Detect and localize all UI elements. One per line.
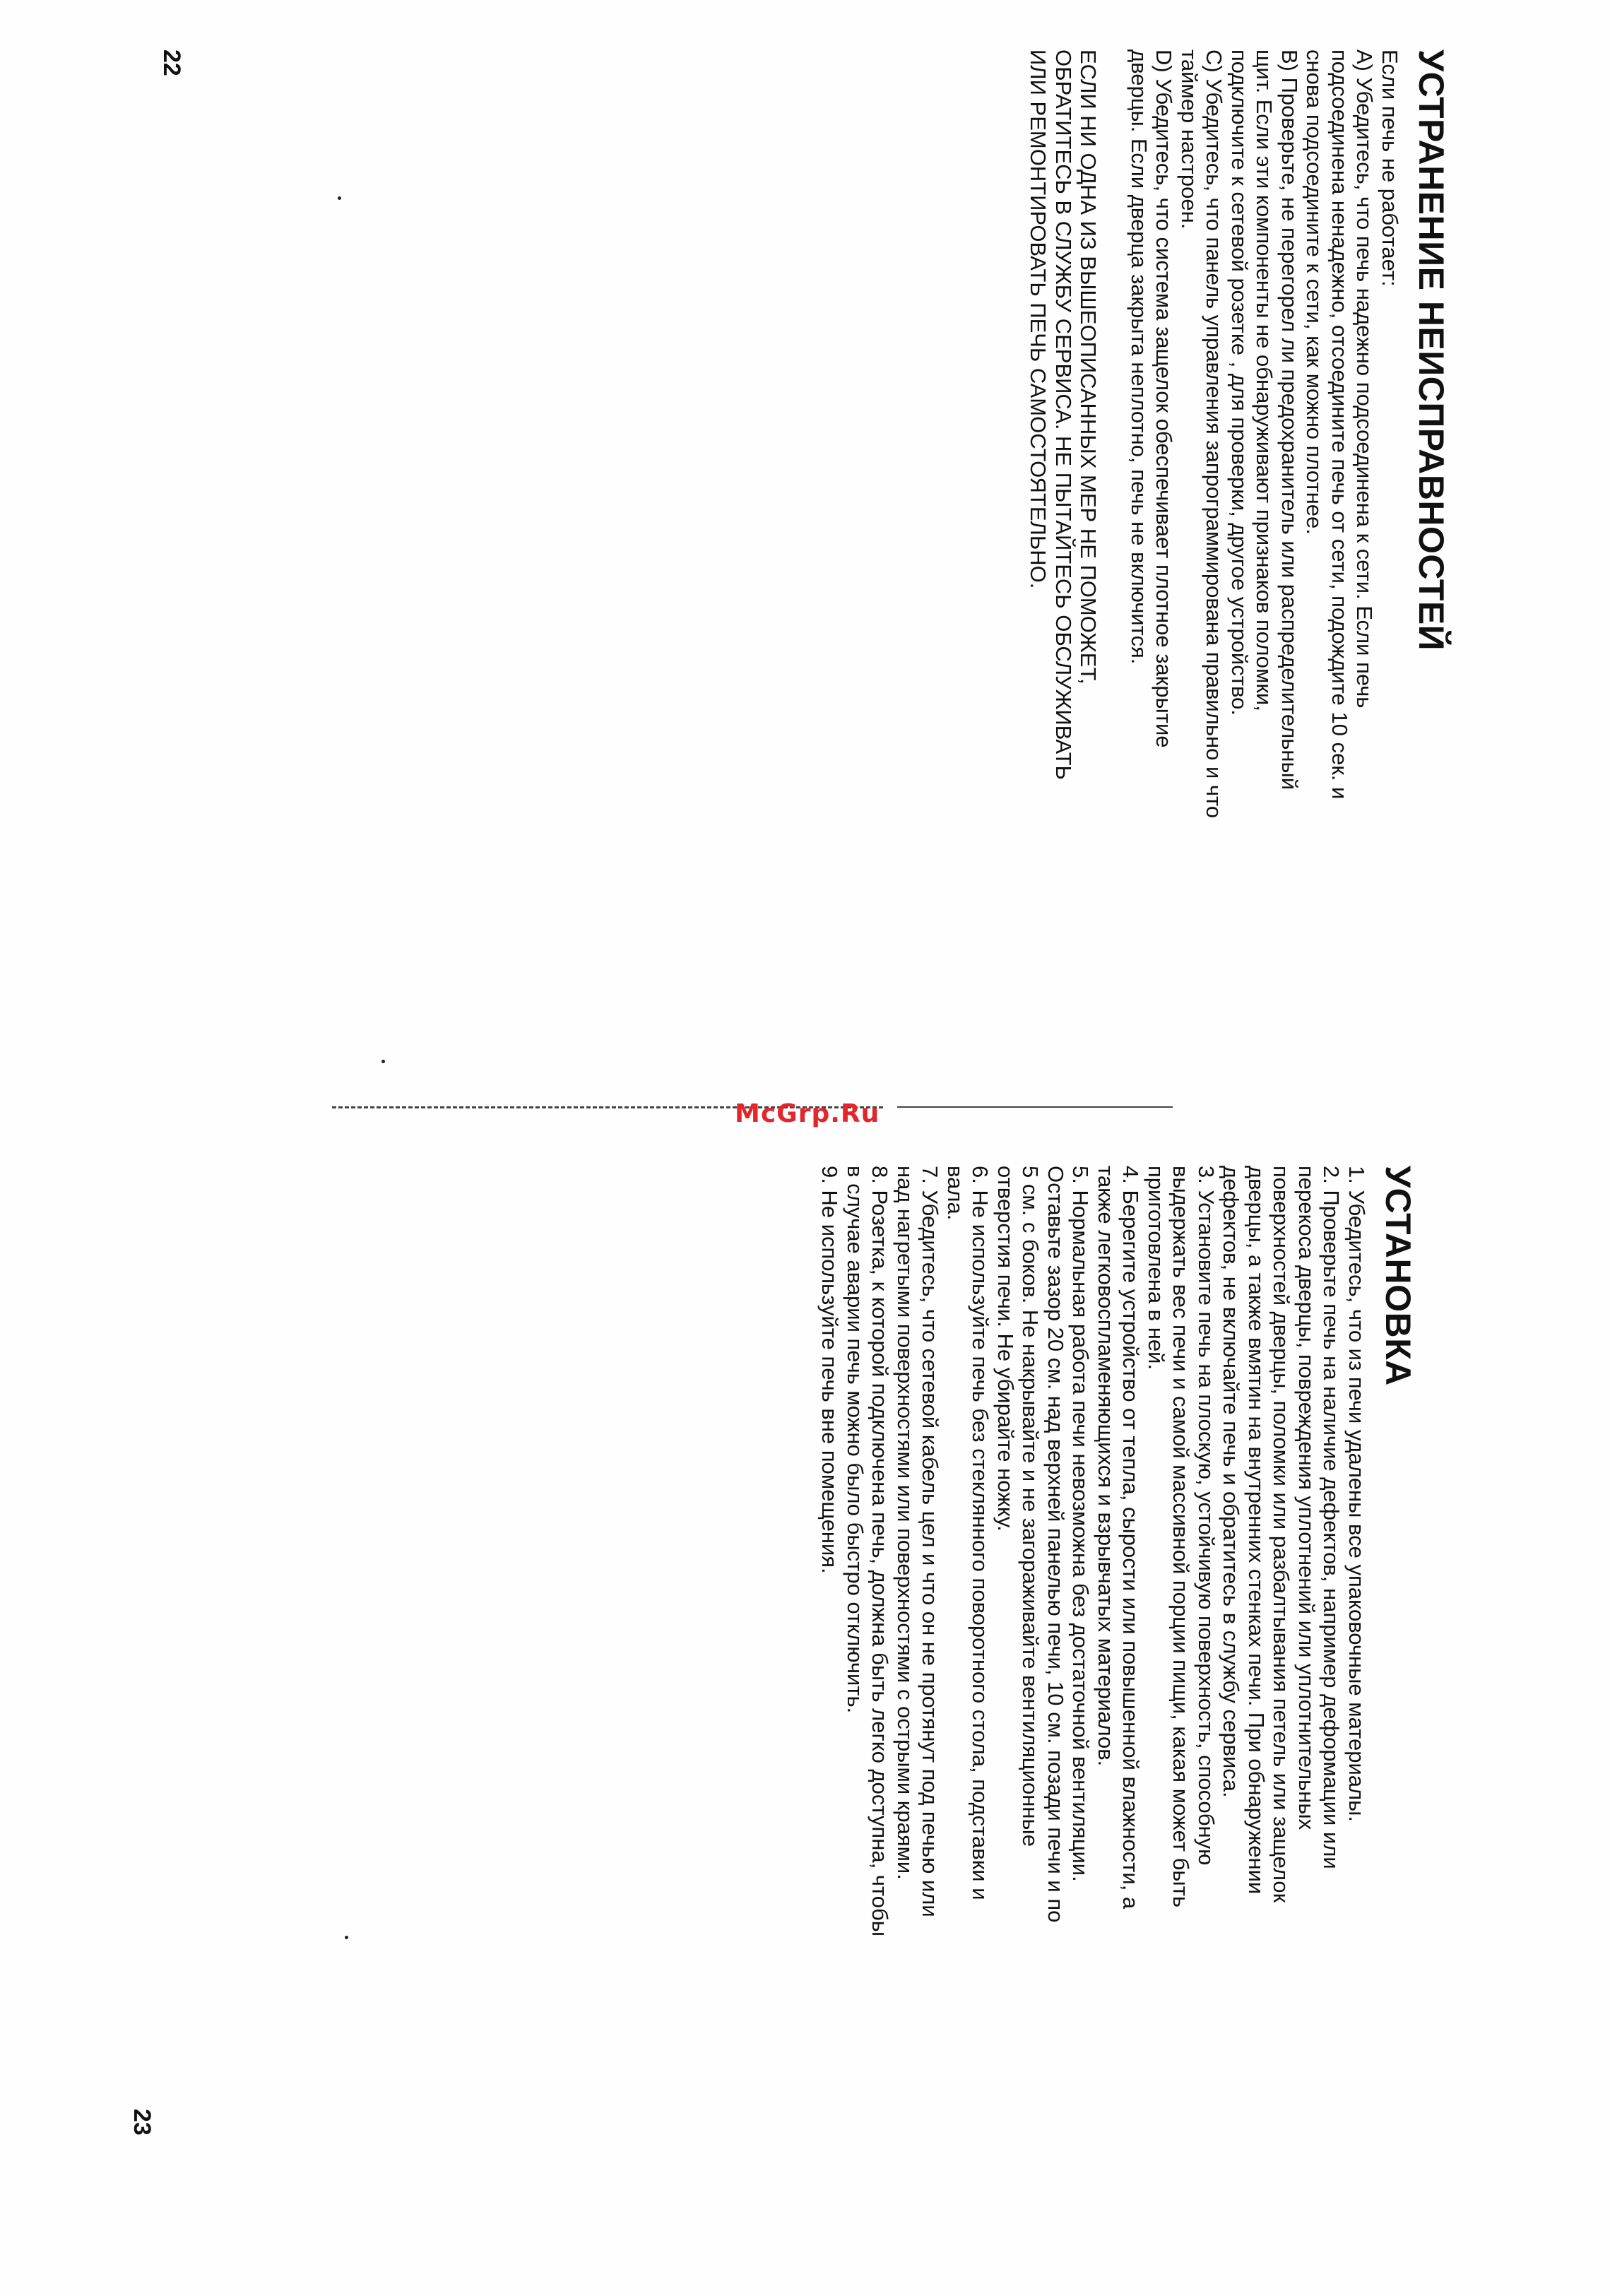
page-number-bottom: 23	[129, 2109, 155, 2136]
text-line: также легковоспламеняющихся и взрывчатых материалов.	[1094, 1166, 1118, 1767]
scan-speck	[345, 1936, 348, 1939]
text-line: снова подсоедините к сети, как можно плотнее.	[1302, 49, 1327, 535]
installation-section	[817, 1166, 1419, 2296]
text-line: 5 см. с боков. Не накрывайте и не загораживайте вентиляционные	[1018, 1166, 1043, 1847]
text-line: приготовлена в ней.	[1144, 1166, 1168, 1371]
troubleshooting-title: УСТРАНЕНИЕ НЕИСПРАВНОСТЕЙ	[1411, 49, 1451, 651]
text-line: подключите к сетевой розетке , для проверки, другое устройство.	[1227, 49, 1252, 716]
text-line: отверстия печи. Не убирайте ножку.	[993, 1166, 1018, 1532]
text-line: 2. Проверьте печь на наличие дефектов, например деформации или	[1319, 1166, 1344, 1869]
text-line: Если печь не работает:	[1378, 49, 1402, 287]
scan-speck	[381, 1060, 385, 1063]
fold-line	[897, 1106, 1173, 1108]
text-line: поверхностей дверцы, поломки или разбалтывания петель или защелок	[1269, 1166, 1294, 1903]
text-line: A) Убедитесь, что печь надежно подсоединена к сети. Если печь	[1352, 49, 1378, 709]
text-line: C) Убедитесь, что панель управления запрограммирована правильно и что	[1202, 49, 1227, 819]
text-line: Оставьте зазор 20 см. над верхней панелью печи, 10 см. позади печи и по	[1043, 1166, 1068, 1923]
scan-speck	[338, 196, 341, 200]
text-line: подсоединена ненадежно, отсоедините печь от сети, подождите 10 сек. и	[1327, 49, 1352, 800]
text-line: дверцы, а также вмятин на внутренних стенках печи. При обнаружении	[1244, 1166, 1269, 1895]
text-line: 7. Убедитесь, что сетевой кабель цел и что он не протянут под печью или	[918, 1166, 943, 1917]
watermark: McGrp.Ru	[735, 1099, 880, 1128]
text-line: таймер настроен.	[1177, 49, 1202, 230]
installation-title: УСТАНОВКА	[1378, 1166, 1418, 1386]
troubleshooting-section	[1026, 49, 1452, 1152]
page-number-top: 22	[158, 49, 185, 76]
text-line: над нагретыми поверхностями или поверхностями с острыми краями.	[893, 1166, 918, 1880]
text-line: вала.	[943, 1166, 968, 1221]
warning-line: ИЛИ РЕМОНТИРОВАТЬ ПЕЧЬ САМОСТОЯТЕЛЬНО.	[1026, 49, 1051, 589]
text-line: дверцы. Если дверца закрыта неплотно, печь не включится.	[1127, 49, 1152, 665]
text-line: 8. Розетка, к которой подключена печь, должна быть легко доступна, чтобы	[868, 1166, 893, 1937]
text-line: D) Убедитесь, что система защелок обеспечивает плотное закрытие	[1152, 49, 1177, 748]
text-line: 1. Убедитесь, что из печи удалены все упаковочные материалы.	[1344, 1166, 1369, 1823]
warning-line: ЕСЛИ НИ ОДНА ИЗ ВЫШЕОПИСАННЫХ МЕР НЕ ПОМОЖЕТ,	[1076, 49, 1101, 685]
text-line: выдержать вес печи и самой массивной порции пищи, какая может быть	[1168, 1166, 1194, 1908]
text-line: в случае аварии печь можно было быстро отключить.	[843, 1166, 868, 1714]
text-line: дефектов, не включайте печь и обратитесь в службу сервиса.	[1219, 1166, 1244, 1798]
text-line: 6. Не используйте печь без стеклянного поворотного стола, подставки и	[968, 1166, 993, 1900]
text-line: щит. Если эти компоненты не обнаруживают признаков поломки,	[1252, 49, 1277, 711]
text-line: B) Проверьте, не перегорел ли предохранитель или распределительный	[1277, 49, 1302, 791]
warning-line: ОБРАТИТЕСЬ В СЛУЖБУ СЕРВИСА. НЕ ПЫТАЙТЕСЬ ОБСЛУЖИВАТЬ	[1051, 49, 1076, 780]
text-line: перекоса дверцы, повреждения уплотнений или уплотнительных	[1294, 1166, 1319, 1830]
text-line: 5. Нормальная работа печи невозможна без достаточной вентиляции.	[1068, 1166, 1094, 1882]
text-line: 4. Берегите устройство от тепла, сырости или повышенной влажности, а	[1118, 1166, 1144, 1910]
text-line: 3. Установите печь на плоскую, устойчивую поверхность, способную	[1194, 1166, 1219, 1866]
text-line: 9. Не используйте печь вне помещения.	[817, 1166, 843, 1574]
